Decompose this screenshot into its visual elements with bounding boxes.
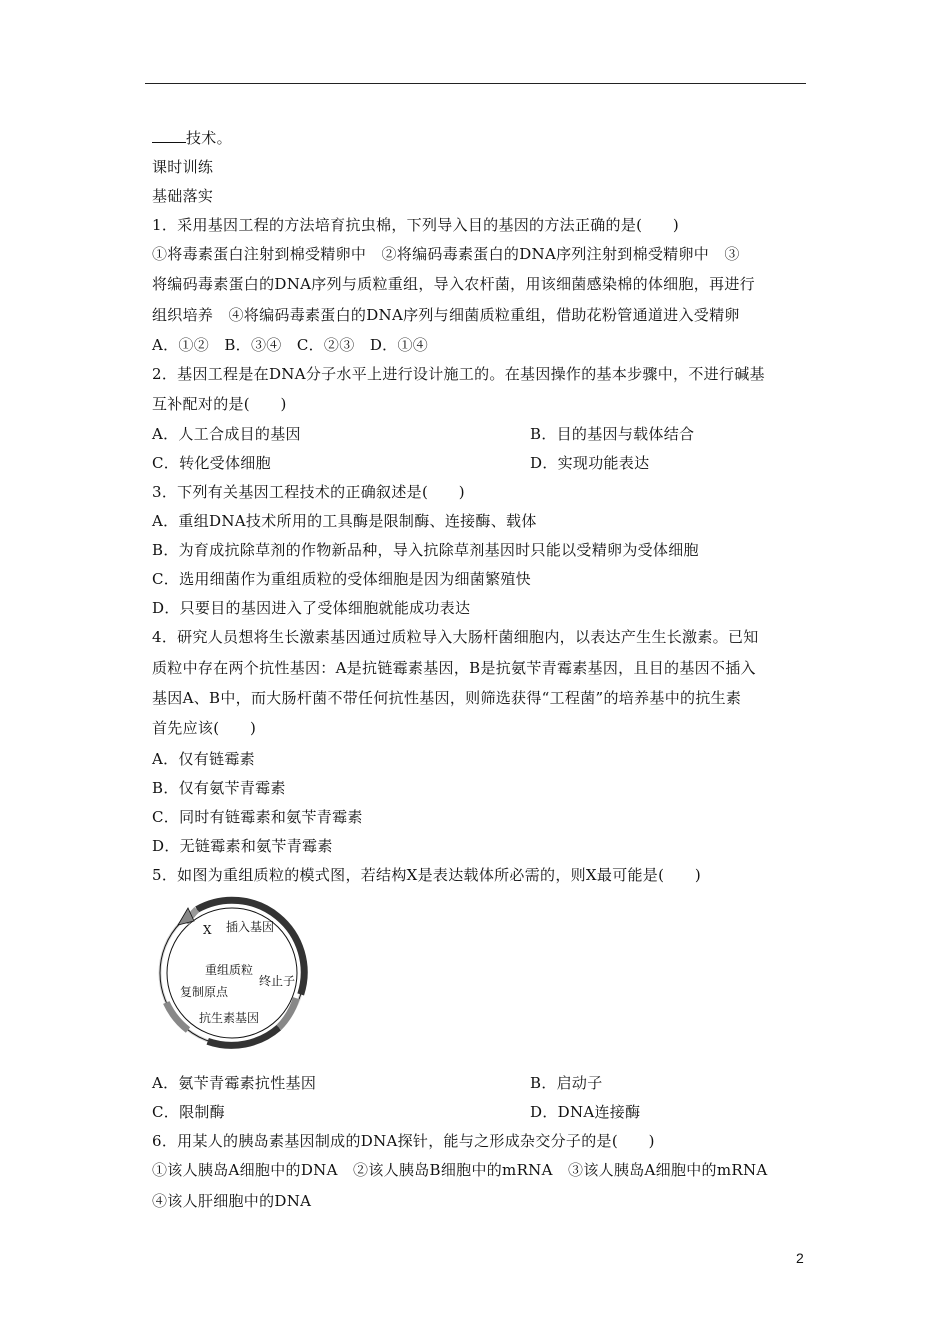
option-d: D．DNA连接酶 <box>530 1103 641 1121</box>
question-4-text: 基因A、B中，而大肠杆菌不带任何抗性基因，则筛选获得“工程菌”的培养基中的抗生素 <box>152 689 742 707</box>
option-a: A．氨苄青霉素抗性基因 <box>152 1074 317 1092</box>
option-a: A．人工合成目的基因 <box>152 425 301 443</box>
plasmid-label: 重组质粒 <box>205 963 254 977</box>
question-2-text: 互补配对的是( ) <box>152 395 287 413</box>
question-1-text: ①将毒素蛋白注射到棉受精卵中 ②将编码毒素蛋白的DNA序列注射到棉受精卵中 ③ <box>152 245 740 263</box>
option-c: C．同时有链霉素和氨苄青霉素 <box>152 808 363 826</box>
option-c: C．选用细菌作为重组质粒的受体细胞是因为细菌繁殖快 <box>152 570 531 588</box>
header-rule <box>145 83 806 84</box>
option-d: D．只要目的基因进入了受体细胞就能成功表达 <box>152 599 471 617</box>
question-4-text: 首先应该( ) <box>152 719 257 737</box>
question-3: 3．下列有关基因工程技术的正确叙述是( ) <box>152 483 465 501</box>
option-row <box>152 424 695 444</box>
option-d: D．无链霉素和氨苄青霉素 <box>152 837 333 855</box>
insert-gene-label: 插入基因 <box>226 920 275 934</box>
option-b: B．目的基因与载体结合 <box>530 425 695 443</box>
question-1-text: 将编码毒素蛋白的DNA序列与质粒重组，导入农杆菌，用该细菌感染棉的体细胞，再进行 <box>152 275 755 293</box>
origin-segment <box>166 1003 188 1031</box>
option-c: C．转化受体细胞 <box>152 454 271 472</box>
x-label: X <box>203 923 212 937</box>
option-b: B．仅有氨苄青霉素 <box>152 779 286 797</box>
question-6: 6．用某人的胰岛素基因制成的DNA探针，能与之形成杂交分子的是( ) <box>152 1132 655 1150</box>
option-c: C．限制酶 <box>152 1103 225 1121</box>
fill-blank <box>152 128 186 143</box>
question-2: 2．基因工程是在DNA分子水平上进行设计施工的。在基因操作的基本步骤中，不进行碱基 <box>152 365 765 383</box>
option-row <box>152 1073 603 1093</box>
section-heading: 课时训练 <box>152 158 214 176</box>
terminator-label: 终止子 <box>259 974 296 988</box>
resistance-gene-label: 抗生素基因 <box>199 1011 260 1025</box>
question-6-text: ①该人胰岛A细胞中的DNA ②该人胰岛B细胞中的mRNA ③该人胰岛A细胞中的mRNA <box>152 1161 768 1179</box>
origin-label: 复制原点 <box>180 985 229 999</box>
page-number: 2 <box>796 1250 804 1266</box>
question-1-options: A．①② B．③④ C．②③ D．①④ <box>152 336 429 354</box>
option-row <box>152 1102 641 1122</box>
question-5: 5．如图为重组质粒的模式图，若结构X是表达载体所必需的，则X最可能是( ) <box>152 866 702 884</box>
question-6-text: ④该人肝细胞中的DNA <box>152 1192 312 1210</box>
text-line: 技术。 <box>152 128 232 148</box>
question-4-text: 质粒中存在两个抗性基因：A是抗链霉素基因，B是抗氨苄青霉素基因，且目的基因不插入 <box>152 659 756 677</box>
terminator-segment <box>279 998 297 1027</box>
plasmid-diagram <box>152 893 312 1053</box>
option-a: A．重组DNA技术所用的工具酶是限制酶、连接酶、载体 <box>152 512 537 530</box>
option-b: B．启动子 <box>530 1074 603 1092</box>
question-1: 1．采用基因工程的方法培育抗虫棉，下列导入目的基因的方法正确的是( ) <box>152 216 680 234</box>
option-row <box>152 453 650 473</box>
option-b: B．为育成抗除草剂的作物新品种，导入抗除草剂基因时只能以受精卵为受体细胞 <box>152 541 699 559</box>
question-1-text: 组织培养 ④将编码毒素蛋白的DNA序列与细菌质粒重组，借助花粉管通道进入受精卵 <box>152 306 740 324</box>
section-heading: 基础落实 <box>152 187 214 205</box>
option-d: D．实现功能表达 <box>530 454 650 472</box>
option-a: A．仅有链霉素 <box>152 750 255 768</box>
question-4: 4．研究人员想将生长激素基因通过质粒导入大肠杆菌细胞内，以表达产生生长激素。已知 <box>152 628 759 646</box>
